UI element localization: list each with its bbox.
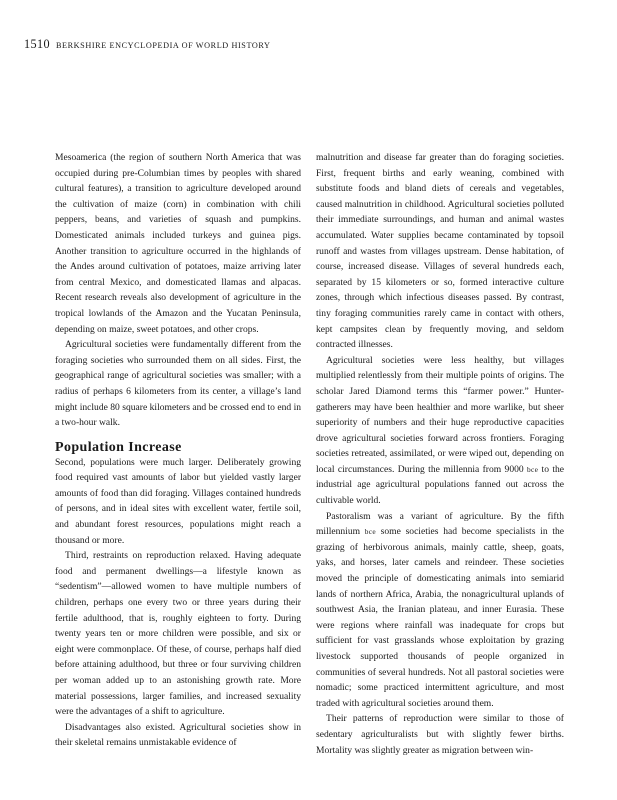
left-column <box>55 150 301 751</box>
paragraph: Second, populations were much larger. Deliberately growing food required vast amounts of labor but yielded vastly larger amounts of food than did foraging. Villages contained hundreds of persons, and in ideal sites with excellent water, fertile soil, and abundant forest resources, populations might reach a thousand or more. <box>55 456 301 546</box>
text-run: Pastoralism was a variant of agriculture. By the fifth millennium <box>316 510 564 538</box>
running-head <box>24 37 271 52</box>
right-column <box>316 150 564 758</box>
era-label: bce <box>527 464 539 474</box>
text-run: to the industrial age agricultural populations fanned out across the cultivable world. <box>316 463 564 507</box>
paragraph: Agricultural societies were fundamentally different from the foraging societies who surrounded them on all sides. First, the geographical range of agricultural societies was smaller; with a radius of perhaps 6 kilometers from its center, a village’s land might include 80 square kilometers and be crossed end to end in a two-hour walk. <box>55 339 301 429</box>
section-heading: Population Increase <box>55 439 182 455</box>
paragraph: Mesoamerica (the region of southern North America that was occupied during pre-Columbian times by peoples with shared cultural features), a transition to agriculture developed around the cultivation of maize (corn) in combination with chili peppers, beans, and varieties of squash and pumpkins. Domesticated animals included turkeys and guinea pigs. Another transition to agriculture occurred in the highlands of the Andes around cultivation of potatoes, maize arriving later from central Mexico, and domesticated llamas and alpacas. Recent research reveals also development of agriculture in the tropical lowlands of the Amazon and the Yucatan Peninsula, depending on maize, sweet potatoes, and other crops. <box>55 152 301 335</box>
paragraph: malnutrition and disease far greater than do foraging societies. First, frequent births and early weaning, combined with substitute foods and bland diets of cereals and vegetables, caused malnutrition in childhood. Agricultural societies polluted their immediate surroundings, and human and animal wastes accumulated. Water supplies became contaminated by topsoil runoff and wastes from villages upstream. Dense habitation, of course, increased disease. Villages of several hundreds each, separated by 15 kilometers or so, formed interactive culture zones, through which infectious diseases passed. By contrast, tiny foraging communities rarely came in contact with others, kept campsites clean by frequently moving, and seldom contracted illnesses. <box>316 152 564 351</box>
paragraph: Disadvantages also existed. Agricultural societies show in their skeletal remains unmistakable evidence of <box>55 721 301 749</box>
book-title: BERKSHIRE ENCYCLOPEDIA OF WORLD HISTORY <box>55 41 271 50</box>
paragraph: Third, restraints on reproduction relaxed. Having adequate food and permanent dwellings—a lifestyle known as “sedentism”—allowed women to have multiple numbers of children, perhaps one every two or three years during their fertile adulthood, that is, roughly eighteen to forty. During twenty years ten or more children were possible, and six or eight were commonplace. Of these, of course, perhaps half died before attaining adulthood, but three or four surviving children per woman added up to an astonishing growth rate. More material possessions, larger families, and increased sexuality were the advantages of a shift to agriculture. <box>55 550 301 718</box>
page-number: 1510 <box>24 37 50 51</box>
paragraph <box>316 509 564 712</box>
text-run: Agricultural societies were less healthy, but villages multiplied relentlessly from their multiple points of origins. The scholar Jared Diamond terms this “farmer power.” Hunter-gatherers may have been healthier and more warlike, but sheer superiority of numbers and their huge reproductive capacities drove agricultural societies forward across frontiers. Foraging societies retreated, assimilated, or were wiped out, depending on local circumstances. During the millennia from 9000 <box>316 354 564 475</box>
era-label: bce <box>364 527 376 537</box>
paragraph: Their patterns of reproduction were similar to those of sedentary agriculturalists but with slightly fewer births. Mortality was slightly greater as migration between win- <box>316 713 564 756</box>
paragraph <box>316 353 564 509</box>
text-run: some societies had become specialists in the grazing of herbivorous animals, mainly cattle, sheep, goats, yaks, and horses, later camels and reindeer. These societies moved the principle of domesticating animals into semiarid lands of northern Africa, Arabia, the nonagricultural uplands of southwest Asia, the Iranian plateau, and inner Eurasia. These were regions where rainfall was inadequate for crops but sufficient for vast grasslands whose exploitation by grazing livestock supported thousands of people organized in communities of several hundreds. Not all pastoral societies were nomadic; some practiced intermittent agriculture, and most traded with agricultural societies around them. <box>316 526 564 709</box>
